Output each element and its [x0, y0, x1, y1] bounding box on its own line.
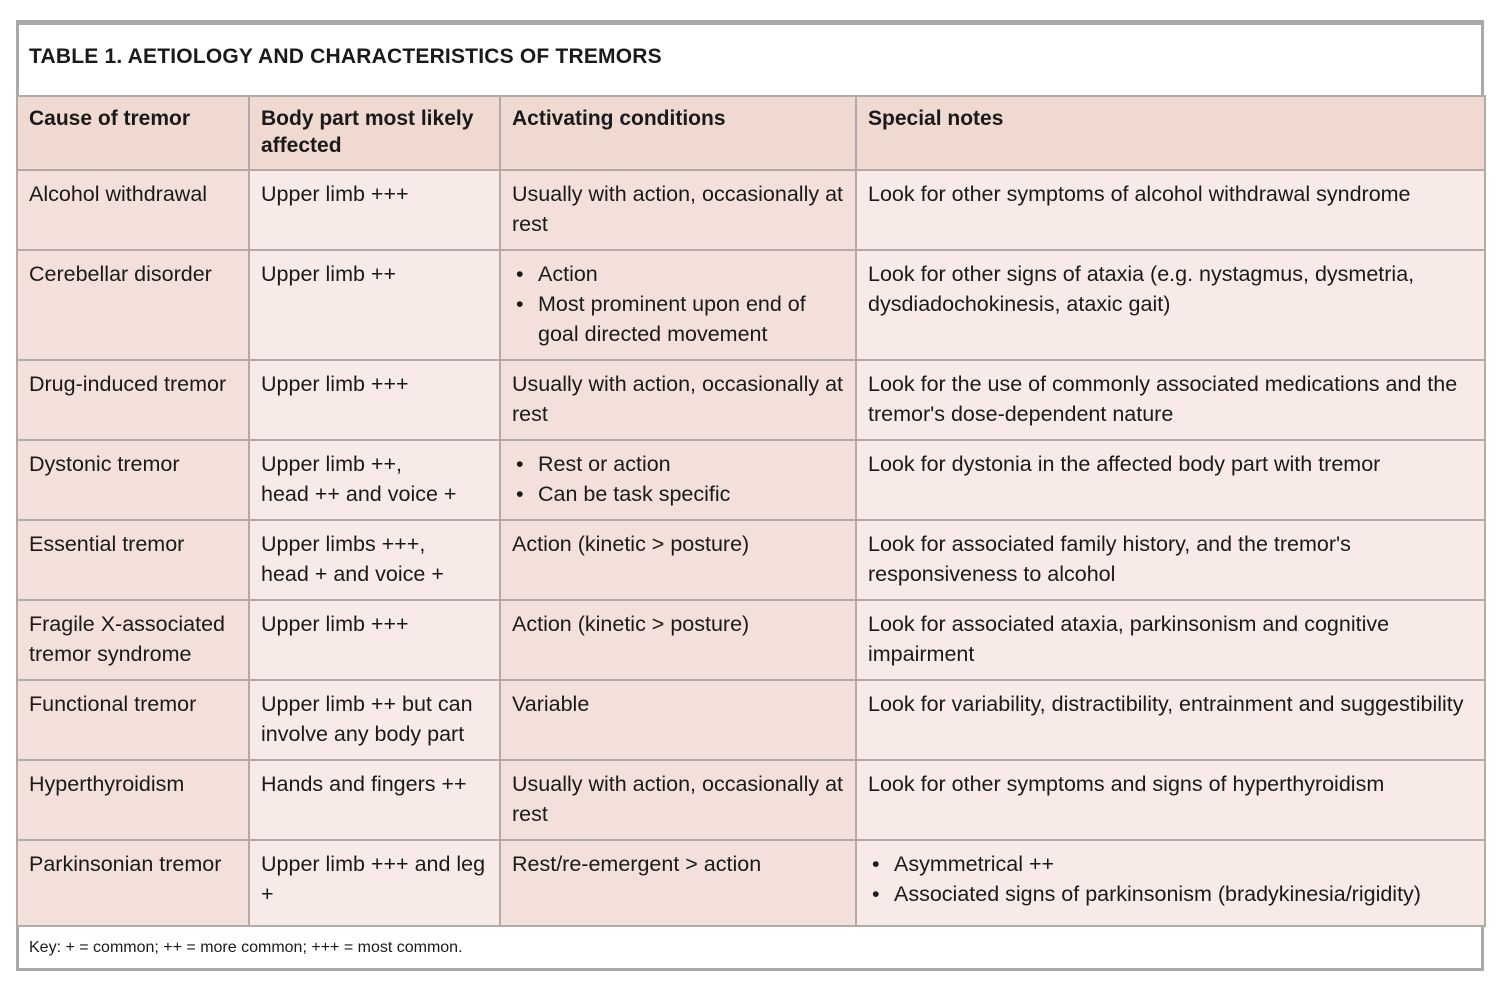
list-item: • Asymmetrical ++	[868, 849, 1474, 879]
body-part-cell	[249, 440, 500, 520]
activating-list	[512, 259, 845, 349]
notes-cell: Look for other symptoms and signs of hyperthyroidism	[856, 760, 1485, 840]
cause-cell: Dystonic tremor	[17, 440, 249, 520]
body-part-cell: Hands and fingers ++	[249, 760, 500, 840]
table-row	[17, 360, 1485, 440]
list-item: • Rest or action	[512, 449, 845, 479]
table-row	[17, 760, 1485, 840]
notes-cell: Look for the use of commonly associated medications and the tremor's dose-dependent nature	[856, 360, 1485, 440]
body-part-cell	[249, 520, 500, 600]
body-part-cell: Upper limb +++	[249, 600, 500, 680]
table-row	[17, 250, 1485, 360]
activating-list	[512, 449, 845, 509]
body-part-cell: Upper limb ++	[249, 250, 500, 360]
notes-list	[868, 849, 1474, 909]
table-row	[17, 600, 1485, 680]
body-part-cell: Upper limb +++	[249, 360, 500, 440]
notes-cell: Look for dystonia in the affected body part with tremor	[856, 440, 1485, 520]
cause-cell: Fragile X-associated tremor syndrome	[17, 600, 249, 680]
list-item: • Can be task specific	[512, 479, 845, 509]
table-key: Key: + = common; ++ = more common; +++ = most common.	[29, 939, 463, 956]
list-item: • Most prominent upon end of goal directed movement	[512, 289, 845, 349]
body-part-cell: Upper limb ++ but can involve any body part	[249, 680, 500, 760]
body-part-cell: Upper limb +++ and leg +	[249, 840, 500, 926]
cause-cell: Parkinsonian tremor	[17, 840, 249, 926]
table-row	[17, 840, 1485, 926]
notes-cell: Look for other signs of ataxia (e.g. nystagmus, dysmetria, dysdiadochokinesis, ataxic gait)	[856, 250, 1485, 360]
header-body-part: Body part most likely affected	[249, 96, 500, 170]
header-activating: Activating conditions	[500, 96, 856, 170]
cause-cell: Hyperthyroidism	[17, 760, 249, 840]
table-title	[29, 45, 662, 69]
notes-cell: Look for variability, distractibility, entrainment and suggestibility	[856, 680, 1485, 760]
header-cause: Cause of tremor	[17, 96, 249, 170]
cause-cell: Alcohol withdrawal	[17, 170, 249, 250]
activating-cell	[500, 440, 856, 520]
activating-cell: Action (kinetic > posture)	[500, 600, 856, 680]
notes-cell: Look for associated family history, and the tremor's responsiveness to alcohol	[856, 520, 1485, 600]
cause-cell: Essential tremor	[17, 520, 249, 600]
activating-cell: Rest/re-emergent > action	[500, 840, 856, 926]
body-line: head + and voice +	[261, 562, 444, 586]
activating-cell: Usually with action, occasionally at rest	[500, 360, 856, 440]
activating-cell: Usually with action, occasionally at rest	[500, 170, 856, 250]
activating-cell: Variable	[500, 680, 856, 760]
header-notes: Special notes	[856, 96, 1485, 170]
table-title-number: TABLE 1.	[29, 45, 123, 68]
notes-cell	[856, 840, 1485, 926]
body-line: Upper limb ++,	[261, 452, 403, 476]
activating-cell	[500, 250, 856, 360]
header-row	[17, 96, 1485, 170]
body-line: head ++ and voice +	[261, 482, 457, 506]
table-row	[17, 520, 1485, 600]
notes-cell: Look for associated ataxia, parkinsonism and cognitive impairment	[856, 600, 1485, 680]
list-item: • Action	[512, 259, 845, 289]
table-row	[17, 440, 1485, 520]
table-row	[17, 680, 1485, 760]
body-part-cell: Upper limb +++	[249, 170, 500, 250]
cause-cell: Cerebellar disorder	[17, 250, 249, 360]
cause-cell: Drug-induced tremor	[17, 360, 249, 440]
body-line: Upper limbs +++,	[261, 532, 426, 556]
table-row	[17, 170, 1485, 250]
notes-cell: Look for other symptoms of alcohol withdrawal syndrome	[856, 170, 1485, 250]
table-title-text: AETIOLOGY AND CHARACTERISTICS OF TREMORS	[127, 45, 662, 68]
table-frame	[16, 20, 1484, 971]
activating-cell: Usually with action, occasionally at rest	[500, 760, 856, 840]
tremor-table	[16, 95, 1486, 927]
activating-cell: Action (kinetic > posture)	[500, 520, 856, 600]
list-item: • Associated signs of parkinsonism (bradykinesia/rigidity)	[868, 879, 1474, 909]
cause-cell: Functional tremor	[17, 680, 249, 760]
